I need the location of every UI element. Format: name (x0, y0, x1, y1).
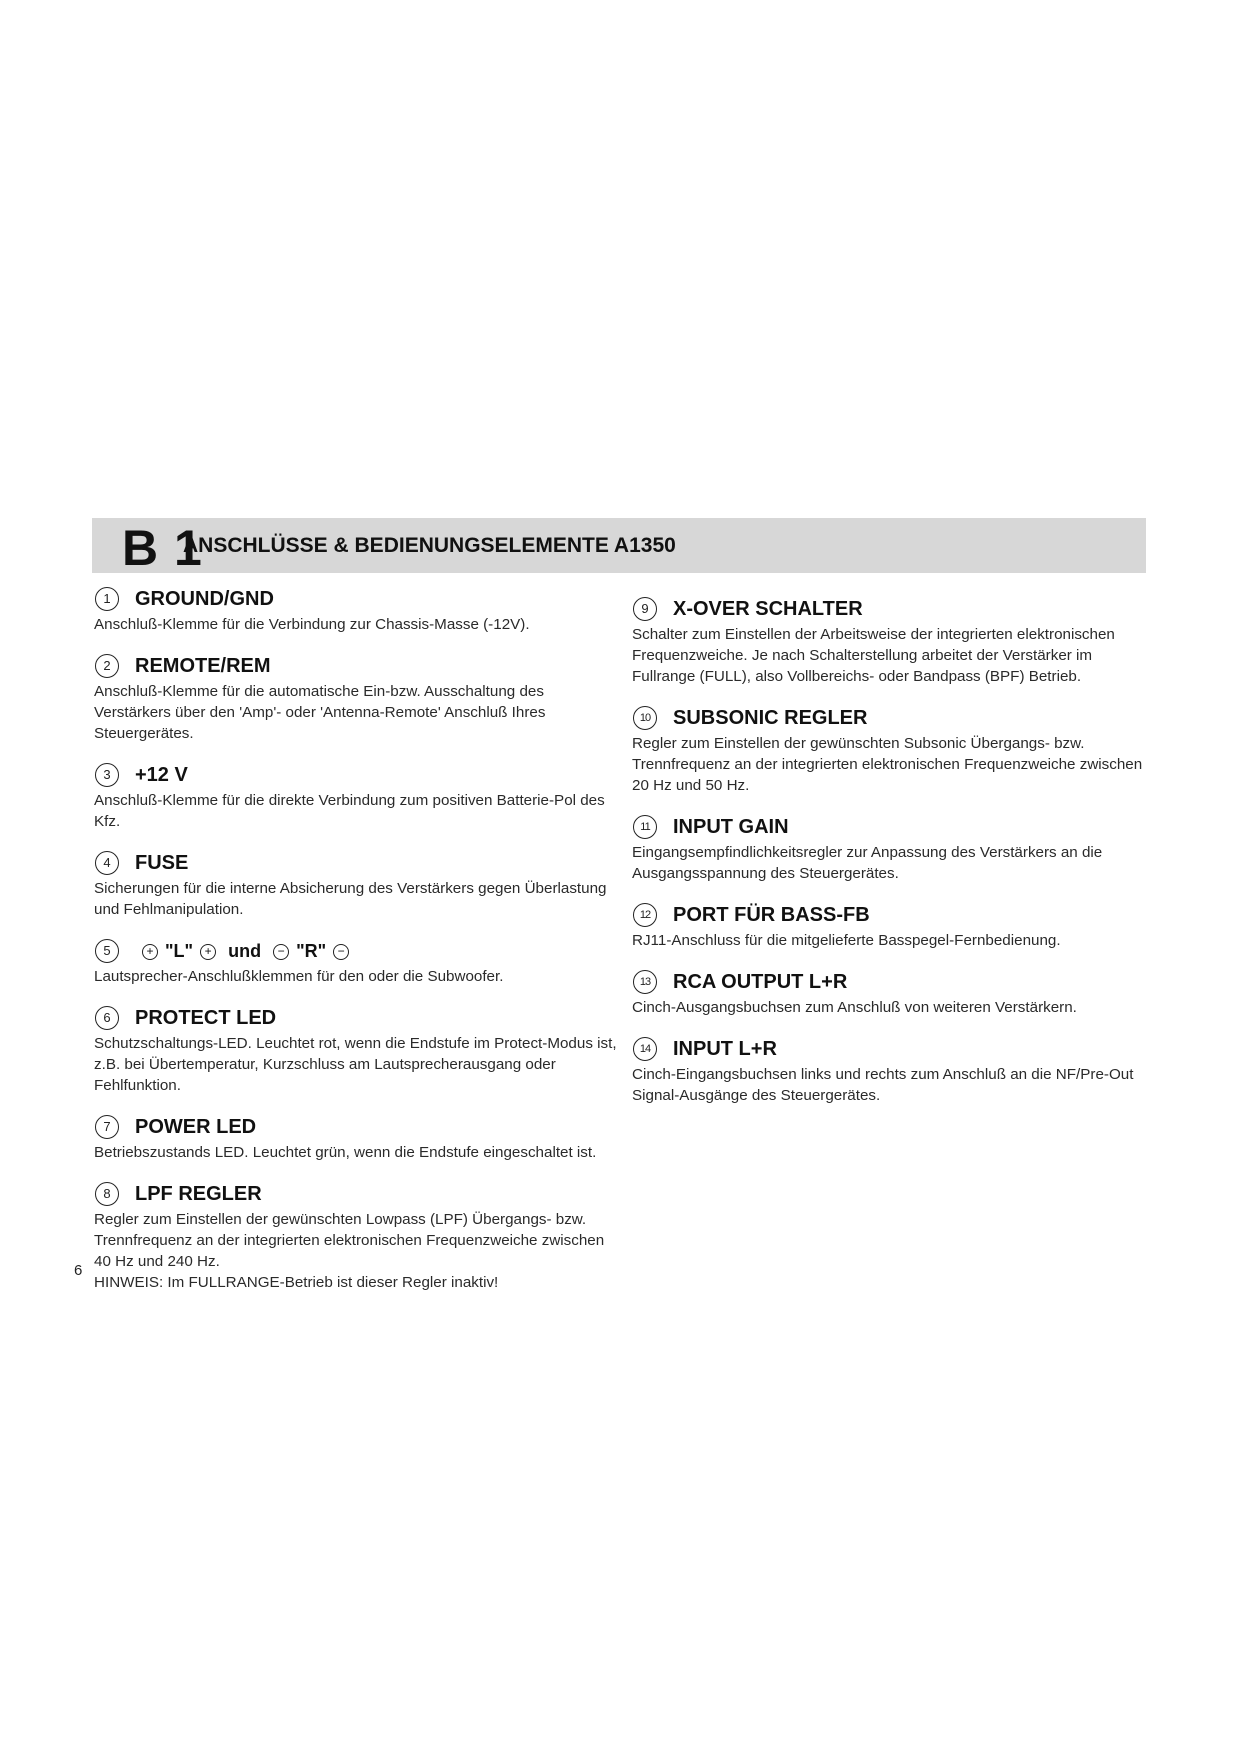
minus-terminal-icon: − (273, 944, 289, 960)
item-label: GROUND/GND (135, 587, 274, 610)
item-label: PROTECT LED (135, 1006, 277, 1029)
item-description: RJ11-Anschluss für die mitgelieferte Basspegel-Fernbedienung. (632, 932, 1061, 949)
item-number: 6 (95, 1006, 119, 1030)
item-description: Schutzschaltungs-LED. Leuchtet rot, wenn die Endstufe im Protect-Modus ist, z.B. bei Übertemperatur, Kurzschluss am Lautsprecherausgang oder Fehlfunktion. (94, 1035, 617, 1094)
and-label: und (228, 940, 262, 961)
section-title: ANSCHLÜSSE & BEDIENUNGSELEMENTE A1350 (183, 534, 676, 557)
item-subsonic-regler (632, 703, 1152, 796)
item-description: Anschluß-Klemme für die direkte Verbindung zum positiven Batterie-Pol des Kfz. (94, 792, 605, 830)
left-column (94, 584, 624, 1309)
item-number: 12 (633, 903, 657, 927)
item-number: 10 (633, 706, 657, 730)
item-description: Anschluß-Klemme für die automatische Ein-bzw. Ausschaltung des Verstärkers über den 'Amp'- oder 'Antenna-Remote' Anschluß Ihres Steuergerätes. (94, 683, 546, 742)
item-fuse (94, 848, 624, 920)
item-description: Betriebszustands LED. Leuchtet grün, wenn die Endstufe eingeschaltet ist. (94, 1144, 597, 1161)
plus-terminal-icon: + (142, 944, 158, 960)
item-number: 4 (95, 851, 119, 875)
item-description: Regler zum Einstellen der gewünschten Lowpass (LPF) Übergangs- bzw. Trennfrequenz an der integrierten elektronischen Frequenzweiche zwischen 40 Hz und 240 Hz. (94, 1211, 605, 1270)
item-port-bass-fb (632, 900, 1152, 951)
item-number: 2 (95, 654, 119, 678)
item-label: FUSE (135, 851, 189, 874)
item-label: SUBSONIC REGLER (673, 706, 868, 729)
item-description: Cinch-Ausgangsbuchsen zum Anschluß von weiteren Verstärkern. (632, 999, 1077, 1016)
item-description: Anschluß-Klemme für die Verbindung zur Chassis-Masse (-12V). (94, 616, 530, 633)
page-number: 6 (74, 1262, 83, 1279)
item-protect-led (94, 1003, 624, 1096)
item-label: POWER LED (135, 1115, 257, 1138)
right-column (632, 594, 1152, 1122)
item-lpf-regler (94, 1179, 624, 1293)
item-label: INPUT GAIN (673, 815, 789, 838)
item-label: REMOTE/REM (135, 654, 271, 677)
item-description: Lautsprecher-Anschlußklemmen für den oder die Subwoofer. (94, 968, 504, 985)
item-label: PORT FÜR BASS-FB (673, 903, 870, 926)
item-description: Regler zum Einstellen der gewünschten Subsonic Übergangs- bzw. Trennfrequenz an der integrierten elektronischen Frequenzweiche zwischen 20 Hz und 50 Hz. (632, 735, 1143, 794)
item-input-gain (632, 812, 1152, 884)
item-description: Eingangsempfindlichkeitsregler zur Anpassung des Verstärkers an die Ausgangsspannung des Steuergerätes. (632, 844, 1103, 882)
item-label: +12 V (135, 763, 188, 786)
section-header-bar (92, 518, 1146, 576)
item-12v (94, 760, 624, 832)
item-remote (94, 651, 624, 744)
minus-terminal-icon: − (333, 944, 349, 960)
item-label: RCA OUTPUT L+R (673, 970, 848, 993)
item-number: 8 (95, 1182, 119, 1206)
item-label: X-OVER SCHALTER (673, 597, 863, 620)
item-description: Cinch-Eingangsbuchsen links und rechts zum Anschluß an die NF/Pre-Out Signal-Ausgänge des Steuergerätes. (632, 1066, 1134, 1104)
item-number: 13 (633, 970, 657, 994)
item-label: INPUT L+R (673, 1037, 777, 1060)
item-power-led (94, 1112, 624, 1163)
section-code: B 1 (122, 520, 203, 576)
plus-terminal-icon: + (200, 944, 216, 960)
right-channel-label: "R" (296, 940, 327, 961)
item-label (135, 941, 356, 962)
item-xover-schalter (632, 594, 1152, 687)
item-label: LPF REGLER (135, 1182, 262, 1205)
item-note: HINWEIS: Im FULLRANGE-Betrieb ist dieser Regler inaktiv! (94, 1274, 499, 1291)
item-rca-output (632, 967, 1152, 1018)
item-number: 5 (95, 939, 119, 963)
item-number: 14 (633, 1037, 657, 1061)
item-number: 9 (633, 597, 657, 621)
item-number: 7 (95, 1115, 119, 1139)
item-description: Sicherungen für die interne Absicherung des Verstärkers gegen Überlastung und Fehlmanipulation. (94, 880, 607, 918)
item-description: Schalter zum Einstellen der Arbeitsweise der integrierten elektronischen Frequenzweiche. Je nach Schalterstellung arbeitet der Verstärker im Fullrange (FULL), also Vollbereichs- oder Bandpass (BPF) Betrieb. (632, 626, 1115, 685)
item-ground (94, 584, 624, 635)
left-channel-label: "L" (165, 940, 194, 961)
item-speaker-terminals (94, 936, 624, 987)
item-number: 1 (95, 587, 119, 611)
item-input-lr (632, 1034, 1152, 1106)
item-number: 3 (95, 763, 119, 787)
item-number: 11 (633, 815, 657, 839)
